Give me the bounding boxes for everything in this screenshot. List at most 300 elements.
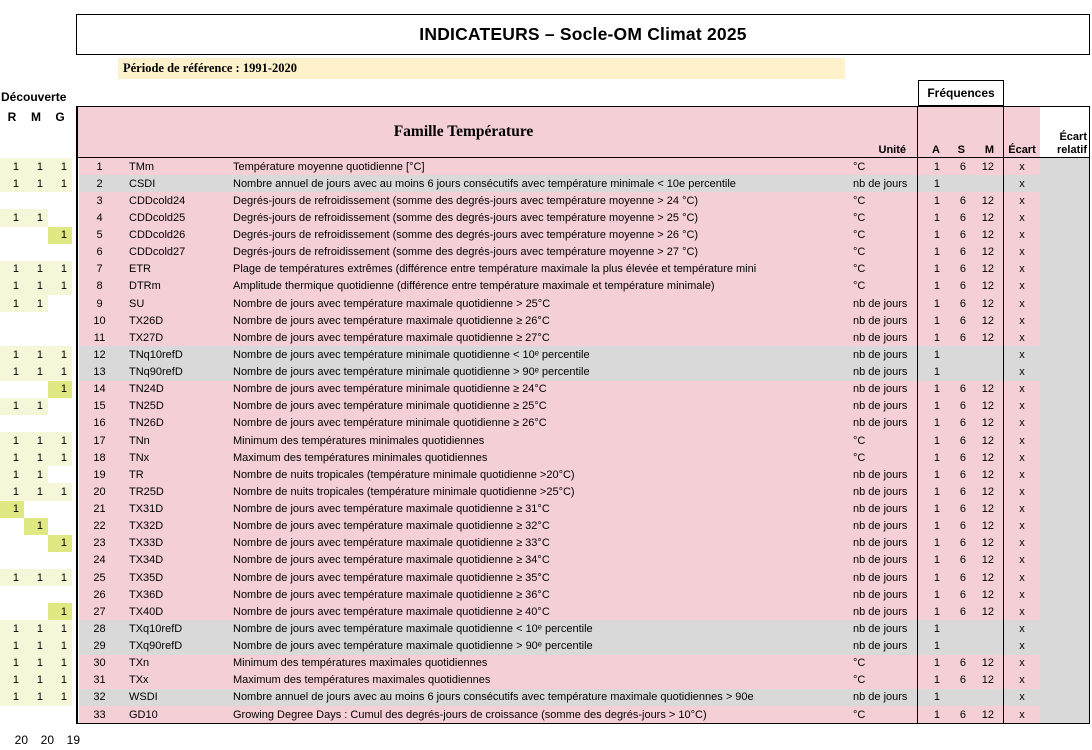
cell-ecart-relatif [1040, 535, 1090, 552]
discovery-label: Découverte [1, 90, 67, 104]
cell-indicator-code: DTRm [120, 278, 230, 295]
cell-r-flag [0, 192, 24, 209]
cell-g-flag: 1 [48, 569, 72, 586]
table-row [0, 466, 1092, 483]
cell-freq-seasonal [944, 689, 971, 706]
cell-indicator-code: TXn [120, 655, 230, 672]
ecart-header: Écart [1004, 106, 1040, 158]
cell-m-flag: 1 [24, 638, 48, 655]
cell-freq-annual: 1 [918, 329, 944, 346]
cell-m-flag: 1 [24, 398, 48, 415]
freq-annual-header: A [918, 106, 944, 158]
table-row [0, 278, 1092, 295]
cell-freq-monthly [971, 689, 1004, 706]
cell-freq-annual: 1 [918, 672, 944, 689]
cell-description: Nombre de jours avec température maximale quotidienne ≥ 36°C [230, 586, 850, 603]
cell-ecart-relatif [1040, 603, 1090, 620]
cell-r-flag: 1 [0, 449, 24, 466]
cell-ecart-relatif [1040, 689, 1090, 706]
cell-unit: nb de jours [850, 346, 918, 363]
cell-freq-seasonal: 6 [944, 655, 971, 672]
cell-g-flag: 1 [48, 672, 72, 689]
cell-indicator-code: CDDcold25 [120, 209, 230, 226]
cell-freq-monthly: 12 [971, 295, 1004, 312]
cell-ecart: x [1004, 261, 1040, 278]
cell-unit: nb de jours [850, 329, 918, 346]
cell-gap [72, 295, 79, 312]
indicator-rows [0, 158, 1092, 723]
cell-ecart: x [1004, 586, 1040, 603]
cell-ecart-relatif [1040, 209, 1090, 226]
cell-indicator-code: TR [120, 466, 230, 483]
cell-g-flag: 1 [48, 432, 72, 449]
cell-unit: nb de jours [850, 312, 918, 329]
cell-ecart-relatif [1040, 192, 1090, 209]
cell-indicator-code: TX40D [120, 603, 230, 620]
cell-description: Minimum des températures maximales quotidiennes [230, 655, 850, 672]
cell-row-number: 12 [79, 346, 120, 363]
cell-m-flag: 1 [24, 620, 48, 637]
cell-description: Nombre de jours avec température maximale quotidienne > 90ᵉ percentile [230, 638, 850, 655]
cell-description: Nombre annuel de jours avec au moins 6 jours consécutifs avec température maximale quotidiennes > 90e [230, 689, 850, 706]
cell-m-flag: 1 [24, 689, 48, 706]
cell-unit: °C [850, 655, 918, 672]
cell-r-flag: 1 [0, 346, 24, 363]
cell-ecart: x [1004, 706, 1040, 723]
cell-ecart: x [1004, 535, 1040, 552]
cell-freq-seasonal: 6 [944, 261, 971, 278]
cell-freq-seasonal: 6 [944, 449, 971, 466]
cell-g-flag [48, 552, 72, 569]
cell-m-flag: 1 [24, 364, 48, 381]
cell-r-flag [0, 381, 24, 398]
cell-row-number: 16 [79, 415, 120, 432]
cell-freq-monthly: 12 [971, 381, 1004, 398]
cell-description: Minimum des températures minimales quotidiennes [230, 432, 850, 449]
cell-row-number: 30 [79, 655, 120, 672]
cell-freq-seasonal: 6 [944, 312, 971, 329]
cell-freq-annual: 1 [918, 415, 944, 432]
cell-indicator-code: TX31D [120, 501, 230, 518]
cell-freq-annual: 1 [918, 244, 944, 261]
table-row [0, 449, 1092, 466]
cell-ecart: x [1004, 244, 1040, 261]
cell-freq-monthly [971, 620, 1004, 637]
cell-freq-seasonal: 6 [944, 569, 971, 586]
cell-m-flag: 1 [24, 278, 48, 295]
cell-m-flag: 1 [24, 432, 48, 449]
cell-freq-annual: 1 [918, 227, 944, 244]
cell-row-number: 24 [79, 552, 120, 569]
cell-description: Nombre de jours avec température maximale quotidienne ≥ 27°C [230, 329, 850, 346]
cell-indicator-code: TX35D [120, 569, 230, 586]
table-row [0, 329, 1092, 346]
cell-indicator-code: TX26D [120, 312, 230, 329]
cell-unit: nb de jours [850, 638, 918, 655]
cell-unit: nb de jours [850, 295, 918, 312]
table-row [0, 209, 1092, 226]
cell-row-number: 21 [79, 501, 120, 518]
cell-unit: nb de jours [850, 552, 918, 569]
table-row [0, 501, 1092, 518]
cell-row-number: 11 [79, 329, 120, 346]
cell-g-flag [48, 398, 72, 415]
cell-freq-annual: 1 [918, 432, 944, 449]
cell-m-flag: 1 [24, 209, 48, 226]
cell-m-flag: 1 [24, 483, 48, 500]
cell-gap [72, 518, 79, 535]
cell-r-flag: 1 [0, 209, 24, 226]
cell-m-flag [24, 552, 48, 569]
cell-g-flag [48, 466, 72, 483]
cell-indicator-code: TR25D [120, 483, 230, 500]
cell-description: Nombre de jours avec température minimale quotidienne ≥ 25°C [230, 398, 850, 415]
cell-ecart: x [1004, 312, 1040, 329]
cell-ecart-relatif [1040, 655, 1090, 672]
total-m: 20 [40, 733, 54, 747]
cell-r-flag: 1 [0, 620, 24, 637]
cell-r-flag: 1 [0, 689, 24, 706]
cell-ecart-relatif [1040, 501, 1090, 518]
cell-ecart: x [1004, 603, 1040, 620]
cell-ecart-relatif [1040, 158, 1090, 175]
cell-freq-seasonal: 6 [944, 535, 971, 552]
cell-ecart-relatif [1040, 329, 1090, 346]
cell-r-flag [0, 603, 24, 620]
cell-row-number: 18 [79, 449, 120, 466]
cell-ecart-relatif [1040, 620, 1090, 637]
cell-description: Nombre de jours avec température minimale quotidienne ≥ 26°C [230, 415, 850, 432]
cell-description: Nombre de jours avec température minimale quotidienne < 10ᵉ percentile [230, 346, 850, 363]
cell-freq-seasonal: 6 [944, 295, 971, 312]
cell-g-flag: 1 [48, 603, 72, 620]
frequencies-label: Fréquences [927, 86, 995, 100]
cell-gap [72, 655, 79, 672]
cell-freq-monthly: 12 [971, 244, 1004, 261]
cell-unit: °C [850, 672, 918, 689]
cell-g-flag: 1 [48, 483, 72, 500]
cell-freq-annual: 1 [918, 569, 944, 586]
cell-freq-seasonal: 6 [944, 158, 971, 175]
cell-freq-monthly: 12 [971, 466, 1004, 483]
table-row [0, 535, 1092, 552]
cell-ecart-relatif [1040, 381, 1090, 398]
column-header-r: R [7, 110, 17, 124]
cell-row-number: 15 [79, 398, 120, 415]
cell-description: Nombre de jours avec température maximale quotidienne ≥ 31°C [230, 501, 850, 518]
cell-unit: nb de jours [850, 381, 918, 398]
cell-freq-seasonal: 6 [944, 381, 971, 398]
cell-freq-seasonal: 6 [944, 415, 971, 432]
cell-row-number: 8 [79, 278, 120, 295]
cell-r-flag: 1 [0, 175, 24, 192]
cell-freq-seasonal [944, 175, 971, 192]
cell-ecart: x [1004, 518, 1040, 535]
cell-row-number: 22 [79, 518, 120, 535]
cell-description: Nombre de jours avec température maximale quotidienne ≥ 33°C [230, 535, 850, 552]
cell-gap [72, 227, 79, 244]
cell-m-flag [24, 244, 48, 261]
cell-freq-monthly [971, 638, 1004, 655]
cell-unit: °C [850, 209, 918, 226]
cell-indicator-code: CDDcold24 [120, 192, 230, 209]
cell-ecart: x [1004, 689, 1040, 706]
table-row [0, 364, 1092, 381]
table-row [0, 415, 1092, 432]
cell-indicator-code: TNn [120, 432, 230, 449]
cell-m-flag [24, 312, 48, 329]
cell-gap [72, 603, 79, 620]
cell-ecart-relatif [1040, 569, 1090, 586]
cell-freq-seasonal [944, 346, 971, 363]
cell-m-flag: 1 [24, 346, 48, 363]
page-title: INDICATEURS – Socle-OM Climat 2025 [419, 24, 747, 44]
cell-ecart: x [1004, 346, 1040, 363]
rmg-totals-row [3, 733, 81, 747]
cell-freq-seasonal: 6 [944, 244, 971, 261]
cell-freq-monthly: 12 [971, 586, 1004, 603]
cell-gap [72, 415, 79, 432]
freq-monthly-header: M [971, 106, 1004, 158]
cell-ecart-relatif [1040, 672, 1090, 689]
cell-row-number: 23 [79, 535, 120, 552]
cell-m-flag: 1 [24, 466, 48, 483]
cell-g-flag: 1 [48, 175, 72, 192]
cell-gap [72, 381, 79, 398]
cell-freq-annual: 1 [918, 261, 944, 278]
cell-ecart: x [1004, 381, 1040, 398]
cell-r-flag: 1 [0, 364, 24, 381]
cell-g-flag [48, 518, 72, 535]
cell-freq-seasonal: 6 [944, 483, 971, 500]
cell-m-flag [24, 501, 48, 518]
cell-description: Nombre de jours avec température maximale quotidienne ≥ 35°C [230, 569, 850, 586]
cell-indicator-code: GD10 [120, 706, 230, 723]
cell-m-flag [24, 706, 48, 723]
cell-gap [72, 175, 79, 192]
table-row [0, 569, 1092, 586]
cell-g-flag [48, 192, 72, 209]
cell-freq-monthly: 12 [971, 569, 1004, 586]
cell-row-number: 20 [79, 483, 120, 500]
cell-freq-seasonal: 6 [944, 552, 971, 569]
table-row [0, 518, 1092, 535]
cell-row-number: 10 [79, 312, 120, 329]
cell-row-number: 7 [79, 261, 120, 278]
table-row [0, 346, 1092, 363]
unit-header: Unité [878, 144, 906, 156]
cell-m-flag: 1 [24, 175, 48, 192]
cell-row-number: 9 [79, 295, 120, 312]
cell-indicator-code: TX36D [120, 586, 230, 603]
cell-ecart: x [1004, 175, 1040, 192]
cell-gap [72, 638, 79, 655]
cell-description: Nombre de jours avec température minimale quotidienne ≥ 24°C [230, 381, 850, 398]
cell-freq-monthly: 12 [971, 655, 1004, 672]
table-row [0, 483, 1092, 500]
cell-indicator-code: TN25D [120, 398, 230, 415]
cell-r-flag: 1 [0, 672, 24, 689]
table-row [0, 655, 1092, 672]
cell-freq-annual: 1 [918, 483, 944, 500]
cell-g-flag [48, 706, 72, 723]
cell-row-number: 33 [79, 706, 120, 723]
cell-unit: nb de jours [850, 569, 918, 586]
cell-freq-monthly: 12 [971, 449, 1004, 466]
cell-ecart-relatif [1040, 261, 1090, 278]
cell-freq-monthly [971, 346, 1004, 363]
cell-unit: °C [850, 227, 918, 244]
cell-freq-annual: 1 [918, 209, 944, 226]
cell-gap [72, 535, 79, 552]
cell-ecart: x [1004, 158, 1040, 175]
total-r: 20 [14, 733, 28, 747]
cell-r-flag [0, 415, 24, 432]
cell-indicator-code: WSDI [120, 689, 230, 706]
cell-freq-seasonal: 6 [944, 209, 971, 226]
cell-indicator-code: TX27D [120, 329, 230, 346]
cell-freq-annual: 1 [918, 620, 944, 637]
cell-ecart-relatif [1040, 586, 1090, 603]
cell-r-flag [0, 312, 24, 329]
cell-gap [72, 398, 79, 415]
table-row [0, 552, 1092, 569]
cell-r-flag [0, 244, 24, 261]
cell-freq-annual: 1 [918, 312, 944, 329]
cell-row-number: 31 [79, 672, 120, 689]
cell-ecart: x [1004, 655, 1040, 672]
cell-row-number: 29 [79, 638, 120, 655]
cell-freq-seasonal: 6 [944, 466, 971, 483]
cell-description: Nombre de jours avec température maximale quotidienne > 25°C [230, 295, 850, 312]
cell-unit: nb de jours [850, 518, 918, 535]
table-row [0, 603, 1092, 620]
cell-ecart: x [1004, 192, 1040, 209]
cell-unit: nb de jours [850, 586, 918, 603]
cell-unit: °C [850, 261, 918, 278]
cell-gap [72, 346, 79, 363]
cell-row-number: 26 [79, 586, 120, 603]
cell-ecart-relatif [1040, 706, 1090, 723]
cell-freq-seasonal: 6 [944, 398, 971, 415]
cell-freq-annual: 1 [918, 364, 944, 381]
cell-freq-seasonal: 6 [944, 192, 971, 209]
cell-g-flag: 1 [48, 655, 72, 672]
cell-description: Maximum des températures maximales quotidiennes [230, 672, 850, 689]
cell-freq-annual: 1 [918, 175, 944, 192]
rmg-column-headers [0, 110, 72, 124]
cell-freq-seasonal [944, 638, 971, 655]
cell-gap [72, 209, 79, 226]
cell-r-flag: 1 [0, 158, 24, 175]
cell-unit: nb de jours [850, 483, 918, 500]
cell-m-flag [24, 535, 48, 552]
cell-g-flag [48, 415, 72, 432]
cell-ecart-relatif [1040, 346, 1090, 363]
cell-freq-seasonal: 6 [944, 329, 971, 346]
cell-freq-annual: 1 [918, 398, 944, 415]
cell-ecart-relatif [1040, 312, 1090, 329]
cell-freq-monthly: 12 [971, 398, 1004, 415]
cell-ecart-relatif [1040, 175, 1090, 192]
cell-m-flag [24, 192, 48, 209]
cell-gap [72, 586, 79, 603]
table-row [0, 192, 1092, 209]
cell-r-flag: 1 [0, 398, 24, 415]
cell-indicator-code: TXx [120, 672, 230, 689]
cell-freq-monthly: 12 [971, 312, 1004, 329]
cell-freq-monthly: 12 [971, 278, 1004, 295]
unit-header-cell [850, 106, 918, 158]
cell-ecart: x [1004, 278, 1040, 295]
cell-gap [72, 466, 79, 483]
cell-row-number: 14 [79, 381, 120, 398]
cell-m-flag [24, 381, 48, 398]
family-header: Famille Température [393, 123, 534, 140]
cell-freq-monthly: 12 [971, 501, 1004, 518]
cell-freq-monthly: 12 [971, 432, 1004, 449]
ecart-relatif-header: Écart relatif [1040, 106, 1090, 158]
cell-unit: nb de jours [850, 175, 918, 192]
cell-freq-annual: 1 [918, 689, 944, 706]
cell-freq-seasonal: 6 [944, 672, 971, 689]
cell-r-flag [0, 329, 24, 346]
reference-period-strip [118, 58, 845, 79]
cell-row-number: 1 [79, 158, 120, 175]
cell-freq-monthly: 12 [971, 261, 1004, 278]
table-row [0, 312, 1092, 329]
cell-gap [72, 483, 79, 500]
cell-g-flag: 1 [48, 381, 72, 398]
cell-freq-monthly: 12 [971, 535, 1004, 552]
cell-ecart-relatif [1040, 552, 1090, 569]
table-row [0, 620, 1092, 637]
cell-freq-seasonal [944, 364, 971, 381]
cell-description: Amplitude thermique quotidienne (différence entre température maximale et température minimale) [230, 278, 850, 295]
cell-gap [72, 312, 79, 329]
cell-unit: nb de jours [850, 501, 918, 518]
family-header-cell [77, 106, 850, 158]
cell-gap [72, 192, 79, 209]
cell-ecart: x [1004, 209, 1040, 226]
cell-r-flag: 1 [0, 569, 24, 586]
cell-ecart: x [1004, 329, 1040, 346]
cell-g-flag: 1 [48, 278, 72, 295]
cell-ecart-relatif [1040, 415, 1090, 432]
cell-freq-monthly: 12 [971, 552, 1004, 569]
cell-ecart: x [1004, 415, 1040, 432]
cell-description: Nombre annuel de jours avec au moins 6 jours consécutifs avec température minimale < 10e percentile [230, 175, 850, 192]
cell-row-number: 4 [79, 209, 120, 226]
cell-ecart-relatif [1040, 466, 1090, 483]
cell-indicator-code: TN26D [120, 415, 230, 432]
cell-freq-annual: 1 [918, 603, 944, 620]
table-row [0, 381, 1092, 398]
cell-ecart: x [1004, 432, 1040, 449]
frequencies-header-box [918, 80, 1004, 106]
title-box [76, 14, 1090, 55]
cell-ecart: x [1004, 638, 1040, 655]
cell-freq-monthly: 12 [971, 672, 1004, 689]
table-row [0, 175, 1092, 192]
cell-description: Degrés-jours de refroidissement (somme des degrés-jours avec température moyenne > 24 °C) [230, 192, 850, 209]
table-row [0, 672, 1092, 689]
cell-unit: °C [850, 449, 918, 466]
cell-freq-seasonal: 6 [944, 278, 971, 295]
cell-indicator-code: TXq10refD [120, 620, 230, 637]
table-row [0, 706, 1092, 723]
cell-row-number: 19 [79, 466, 120, 483]
